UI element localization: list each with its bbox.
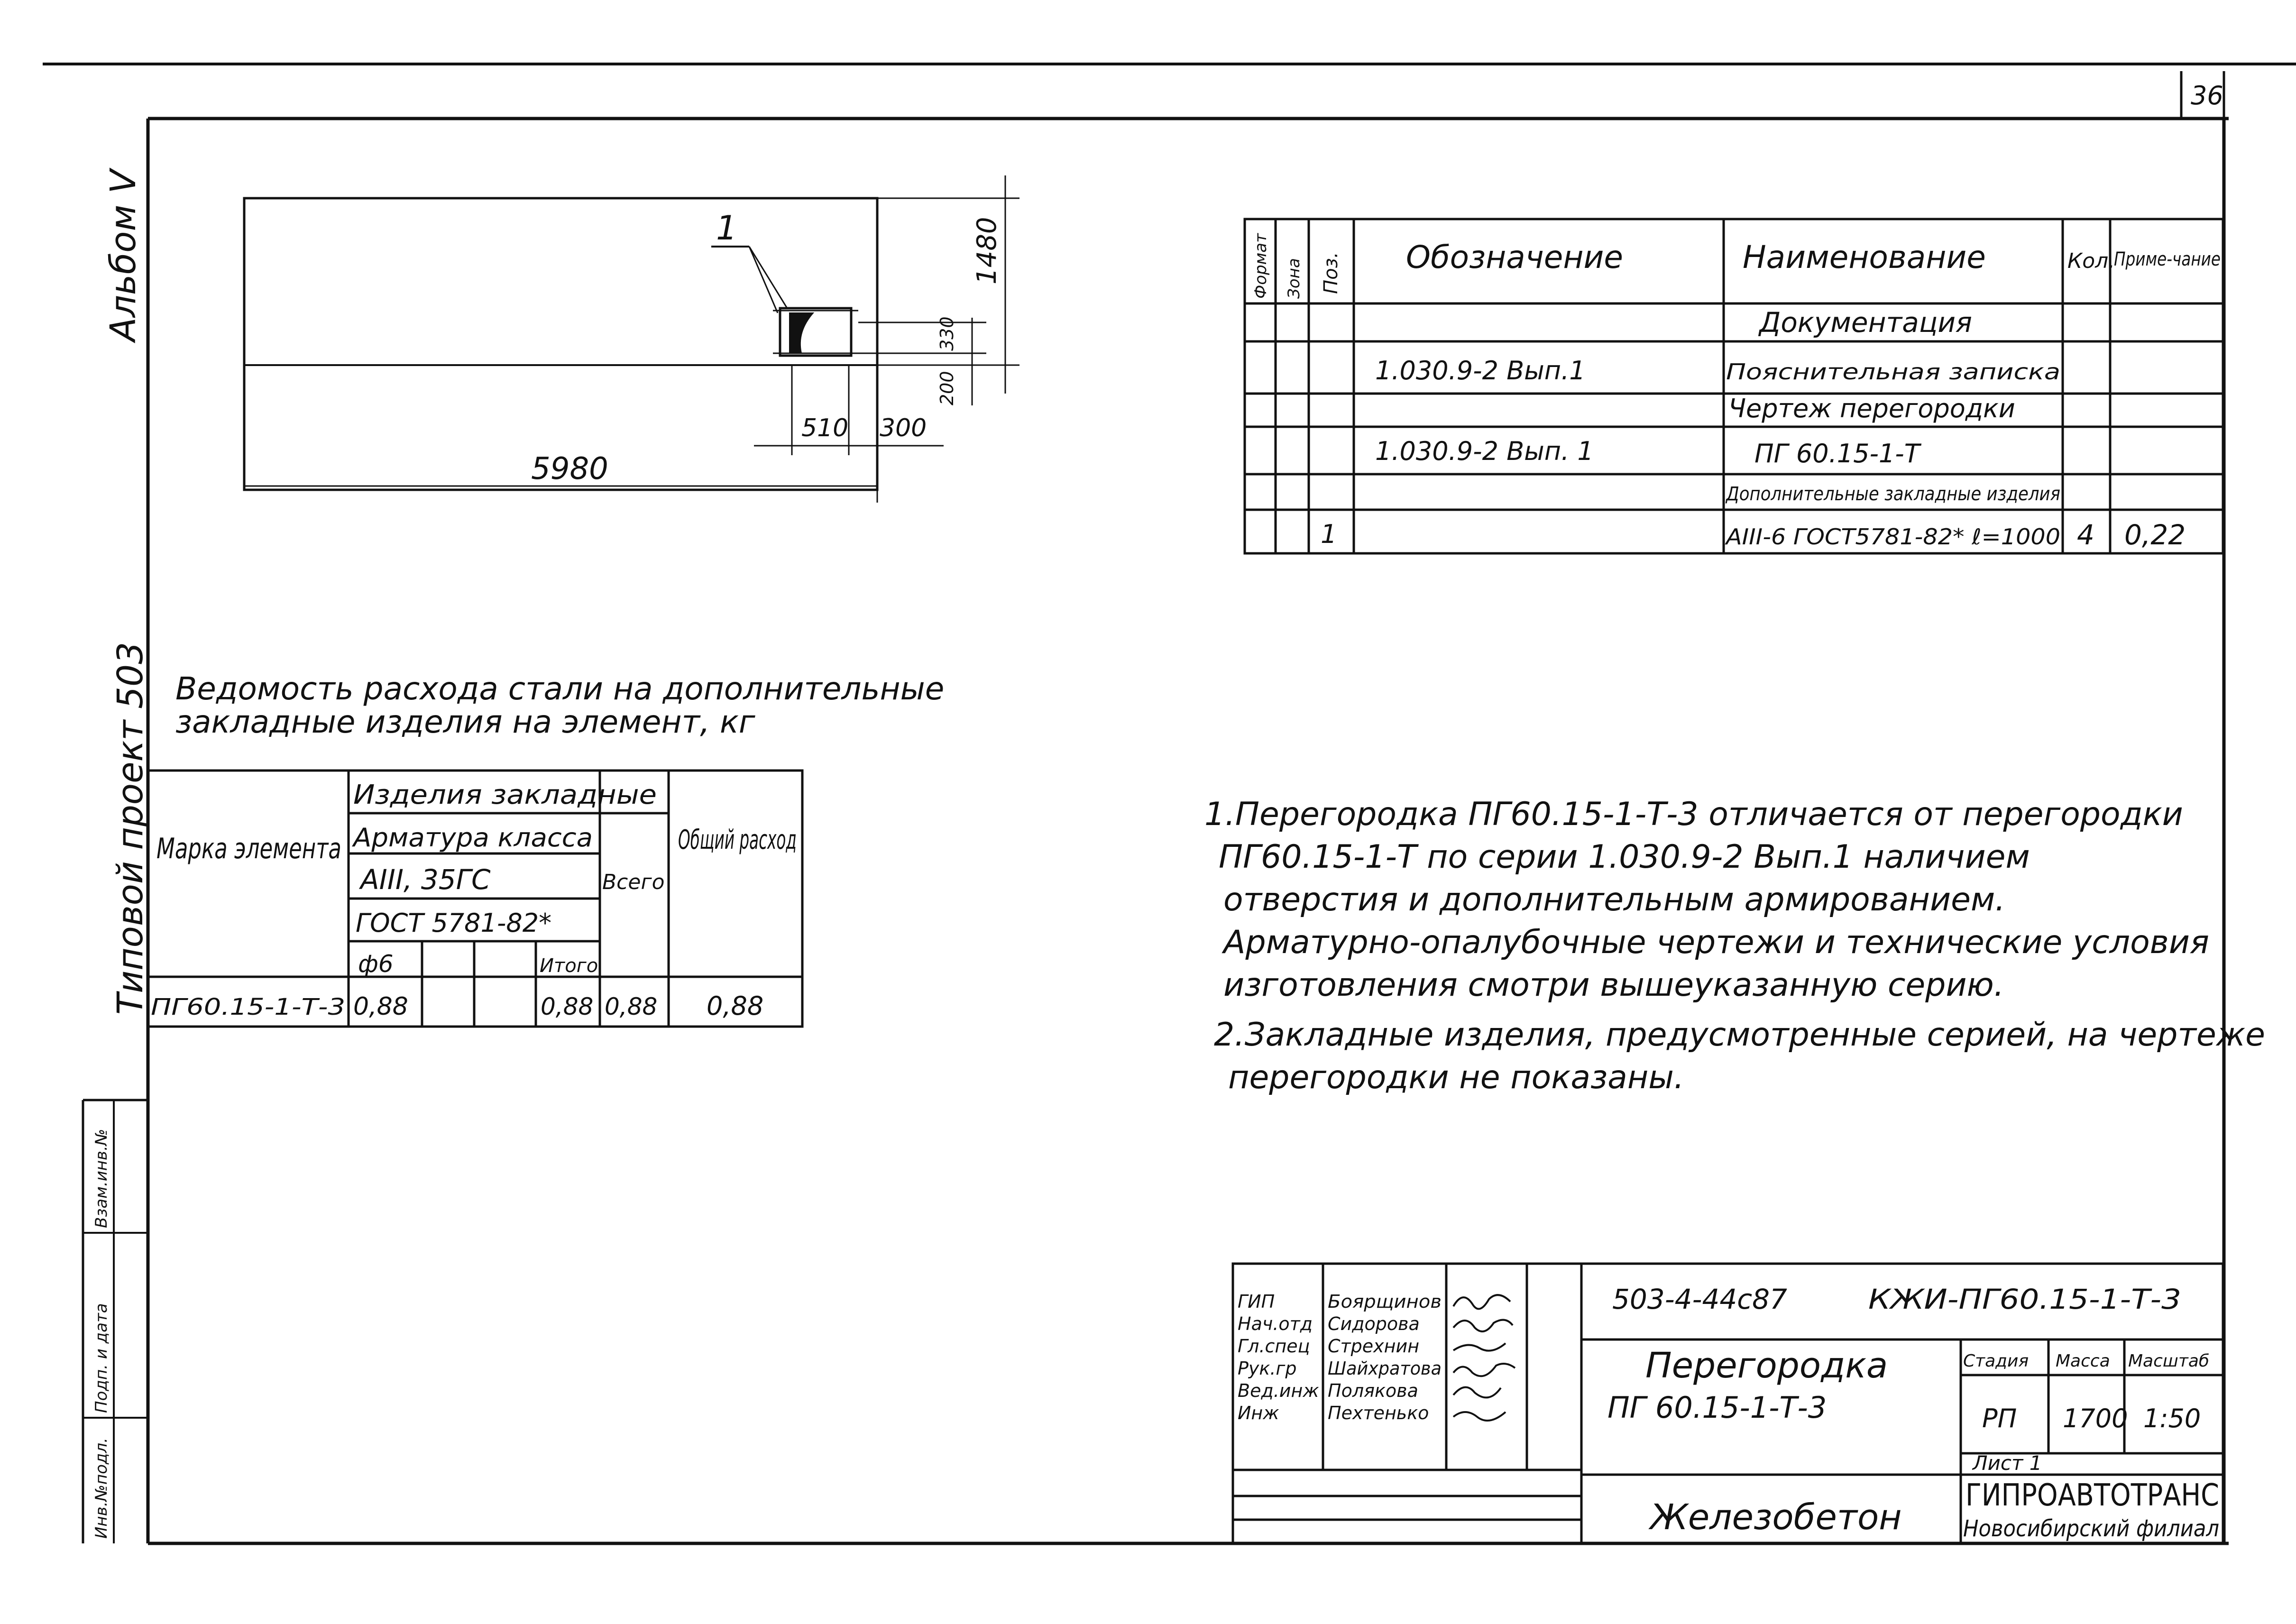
album-label: Альбом V xyxy=(103,169,144,341)
tb-scale: 1:50 xyxy=(2143,1404,2201,1433)
tb-role: Вед.инж xyxy=(1238,1380,1319,1401)
spec-row-qty: 4 xyxy=(2077,519,2094,551)
spec-row-name: Дополнительные закладные изделия xyxy=(1725,483,2060,505)
tb-name: Стрехнин xyxy=(1328,1336,1420,1357)
spec-header-format: Формат xyxy=(1251,233,1270,299)
col-group-header: Изделия закладные xyxy=(353,780,657,810)
stamp-replace-inv: Взам.инв.№ xyxy=(92,1129,111,1228)
statement-title-line2: закладные изделия на элемент, кг xyxy=(175,704,755,740)
tb-title-line2: ПГ 60.15-1-Т-3 xyxy=(1607,1390,1827,1425)
spec-row-designation: 1.030.9-2 Вып.1 xyxy=(1375,356,1586,385)
spec-row-note: 0,22 xyxy=(2124,519,2186,551)
tb-scale-label: Масштаб xyxy=(2128,1351,2210,1371)
tb-name: Пехтенько xyxy=(1328,1403,1429,1423)
spec-row-name: Пояснительная записка xyxy=(1726,359,2060,385)
signature-marks xyxy=(1453,1295,1515,1421)
col-total: Всего xyxy=(602,870,665,894)
dim-height: 1480 xyxy=(972,217,1002,284)
tb-code-part1: 503-4-44с87 xyxy=(1612,1283,1787,1315)
note-line: 2.Закладные изделия, предусмотренные серией, на чертеже xyxy=(1214,1016,2265,1054)
statement-title-line1: Ведомость расхода стали на дополнительные xyxy=(175,670,945,707)
note-line: перегородки не показаны. xyxy=(1228,1059,1684,1096)
tb-role: Рук.гр xyxy=(1238,1358,1297,1379)
col-overall: Общий расход xyxy=(678,825,797,855)
position-mark: 1 xyxy=(716,209,737,248)
tb-role: ГИП xyxy=(1238,1291,1275,1312)
tb-name: Боярщинов xyxy=(1328,1291,1442,1312)
project-label: Типовой проект 503 xyxy=(110,642,151,1015)
spec-header-qty: Кол. xyxy=(2067,249,2115,273)
tb-mass: 1700 xyxy=(2063,1404,2128,1433)
page-number: 36 xyxy=(2191,81,2223,110)
col-mark: Марка элемента xyxy=(156,832,341,865)
row-total: 0,88 xyxy=(605,993,658,1020)
tb-material: Железобетон xyxy=(1650,1497,1902,1538)
dim-length: 5980 xyxy=(531,451,608,486)
note-line: отверстия и дополнительным армированием. xyxy=(1223,881,2005,918)
spec-row-name: АIII-6 ГОСТ5781-82* ℓ=1000 xyxy=(1724,524,2060,550)
col-class-value: АIII, 35ГС xyxy=(360,863,491,896)
stamp-orig-inv: Инв.№подл. xyxy=(92,1438,111,1539)
tb-stage-label: Стадия xyxy=(1963,1351,2029,1371)
tb-role: Нач.отд xyxy=(1238,1313,1313,1334)
dim-300: 300 xyxy=(880,414,927,442)
row-overall: 0,88 xyxy=(707,991,764,1021)
tb-code-part2: КЖИ-ПГ60.15-1-Т-3 xyxy=(1868,1283,2181,1315)
note-line: 1.Перегородка ПГ60.15-1-Т-3 отличается от перегородки xyxy=(1204,796,2183,833)
dim-200: 200 xyxy=(937,371,957,405)
spec-row-name: Чертеж перегородки xyxy=(1728,394,2015,423)
tb-name: Полякова xyxy=(1328,1380,1418,1401)
spec-row-name: ПГ 60.15-1-Т xyxy=(1754,439,1920,468)
spec-header-name: Наименование xyxy=(1743,239,1986,275)
row-d6: 0,88 xyxy=(353,992,408,1021)
row-mark: ПГ60.15-1-Т-3 xyxy=(151,994,345,1020)
row-subtotal: 0,88 xyxy=(541,993,594,1020)
spec-header-zone: Зона xyxy=(1285,258,1304,299)
spec-row-designation: 1.030.9-2 Вып. 1 xyxy=(1375,436,1594,466)
stamp-sign-date: Подп. и дата xyxy=(92,1303,111,1413)
tb-role: Гл.спец xyxy=(1238,1336,1310,1357)
tb-org-line2: Новосибирский филиал xyxy=(1963,1515,2219,1542)
spec-header-designation: Обозначение xyxy=(1406,239,1623,275)
col-subtotal: Итого xyxy=(540,955,598,977)
tb-role: Инж xyxy=(1238,1403,1279,1423)
note-line: Арматурно-опалубочные чертежи и технические условия xyxy=(1223,924,2209,961)
tb-name: Сидорова xyxy=(1328,1313,1420,1334)
tb-sheet-label: Лист 1 xyxy=(1973,1451,2042,1475)
note-line: ПГ60.15-1-Т по серии 1.030.9-2 Вып.1 наличием xyxy=(1219,838,2030,876)
col-diameter: ф6 xyxy=(358,950,394,978)
note-line: изготовления смотри вышеуказанную серию. xyxy=(1223,966,2004,1004)
tb-org-line1: ГИПРОАВТОТРАНС xyxy=(1965,1478,2219,1513)
spec-row-name: Документация xyxy=(1759,306,1972,339)
dim-330: 330 xyxy=(937,316,957,351)
col-rebar-class: Арматура класса xyxy=(351,823,593,853)
spec-header-note: Приме-чание xyxy=(2114,248,2221,270)
tb-title-line1: Перегородка xyxy=(1645,1345,1888,1386)
tb-name: Шайхратова xyxy=(1328,1358,1442,1379)
col-standard: ГОСТ 5781-82* xyxy=(356,908,552,938)
spec-row-pos: 1 xyxy=(1321,519,1337,549)
tb-mass-label: Масса xyxy=(2056,1351,2110,1371)
dim-510: 510 xyxy=(801,414,849,442)
spec-header-pos: Поз. xyxy=(1320,252,1342,294)
tb-stage: РП xyxy=(1982,1404,2017,1433)
